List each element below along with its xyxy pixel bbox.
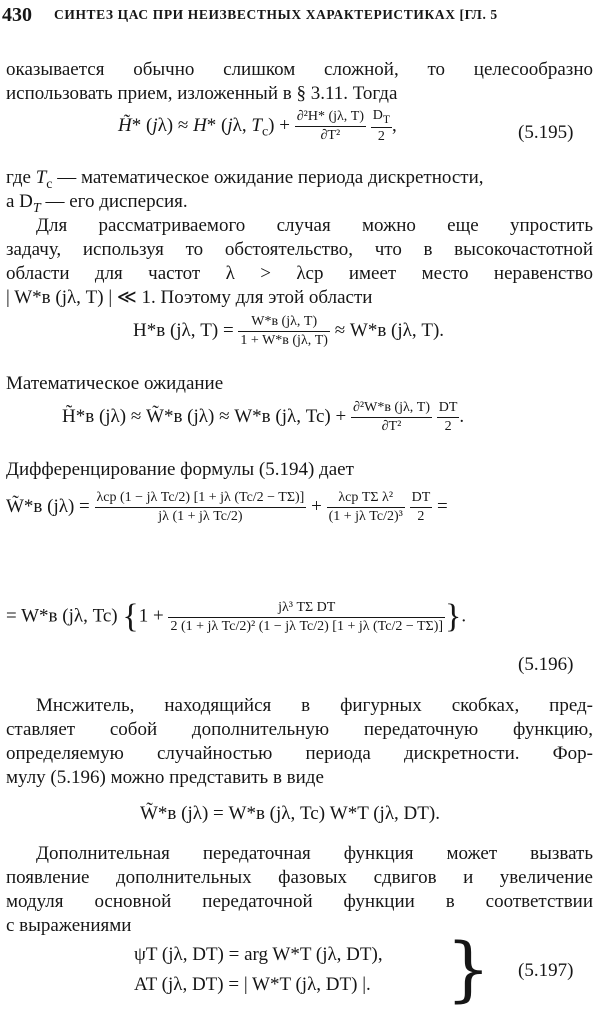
equation-5-196-line2: = W*в (jλ, Tc) {1 + $\frac{\text{jλ³ TΣ DT}}{\text{2 (1 + jλ Tc/2)² (1 − jλ Tc/2) [1 + jλ (Tc/2 − TΣ)]}}$ }. bbox=[6, 598, 467, 635]
equation-number-5-197: (5.197) bbox=[518, 960, 574, 981]
p4-line1: Математическое ожидание bbox=[6, 373, 224, 394]
equation-5-195: H̃* (jλ) ≈ H* (jλ, $T_c$) + $\frac{\text{∂²H* (jλ, T)}}{\text{∂T²}}$ $\frac{D_T}{2}$ , bbox=[118, 108, 397, 144]
p7-line3: модуля основной передаточной функции в соответствии bbox=[6, 891, 593, 912]
left-curly-brace: { bbox=[122, 598, 139, 635]
p3-line3: области для частот λ > λср имеет место неравенство bbox=[6, 263, 593, 284]
equation-number-5-195: (5.195) bbox=[518, 122, 574, 143]
p6-line2: ставляет собой дополнительную передаточную функцию, bbox=[6, 719, 593, 740]
p6-line4: мулу (5.196) можно представить в виде bbox=[6, 767, 324, 788]
eq-h-star-fraction: $\frac{W*в (j\lambda, T)}{1 + W*в (j\lambda, T)}$ bbox=[240, 314, 328, 348]
p5-line1: Дифференцирование формулы (5.194) дает bbox=[6, 459, 354, 480]
p6-line3: определяемую случайностью периода дискретности. Фор- bbox=[6, 743, 593, 764]
equation-number-5-196: (5.196) bbox=[518, 654, 574, 675]
eq196-fraction3: $\frac{DT}{2}$ bbox=[411, 490, 431, 524]
equation-5-197-line1: ψT (jλ, DT) = arg W*T (jλ, DT), bbox=[134, 944, 383, 965]
page-header bbox=[2, 4, 598, 26]
equation-h-star: H*в (jλ, T) = $\frac{W*в (j\lambda, T)}{1 + W*в (j\lambda, T)}$ ≈ W*в (jλ, T). bbox=[133, 314, 445, 348]
eq195-dispersion-fraction: $\frac{D_T}{2}$ bbox=[372, 108, 390, 144]
p1-line2: использовать прием, изложенный в § 3.11. Тогда bbox=[6, 83, 398, 104]
eq-h-tilde-fraction: $\frac{\text{∂²W*в (jλ, T)}}{\text{∂T²}}$ bbox=[352, 400, 430, 434]
p1-line1: оказывается обычно слишком сложной, то целесообразно bbox=[6, 59, 593, 80]
p7-line4: с выражениями bbox=[6, 915, 132, 936]
eq196-fraction4: $\frac{\text{jλ³ TΣ DT}}{\text{2 (1 + jλ Tc/2)² (1 − jλ Tc/2) [1 + jλ (Tc/2 − TΣ)]}}$ bbox=[170, 599, 444, 634]
right-curly-brace: } bbox=[445, 598, 462, 635]
eq195-fraction: $\frac{\text{∂²H* (jλ, T)}}{\text{∂T²}}$ bbox=[296, 108, 364, 143]
eq196-fraction1: $\frac{\text{λср (1 − jλ Tc/2) [1 + jλ (Tc/2 − TΣ)]}}{\text{jλ (1 + jλ Tc/2)}}$ bbox=[96, 490, 305, 524]
p7-line1: Дополнительная передаточная функция может вызвать bbox=[36, 843, 593, 864]
p7-line2: появление дополнительных фазовых сдвигов и увеличение bbox=[6, 867, 593, 888]
eq196-fraction2: $\frac{\text{λср TΣ λ²}}{\text{(1 + jλ Tc/2)³}}$ bbox=[328, 490, 403, 524]
page-number: 430 bbox=[2, 4, 32, 26]
p3-line4: | W*в (jλ, T) | ≪ 1. Поэтому для этой области bbox=[6, 287, 373, 308]
p2-line2: а $D_T$ — его дисперсия. bbox=[6, 191, 188, 216]
p3-line2: задачу, используя то обстоятельство, что в высокочастотной bbox=[6, 239, 593, 260]
p6-line1: Мнсжитель, находящийся в фигурных скобках, пред- bbox=[36, 695, 593, 716]
p2-line1: где $T_c$ — математическое ожидание периода дискретности, bbox=[6, 167, 484, 192]
eq-h-tilde-dispersion: $\frac{DT}{2}$ bbox=[438, 400, 458, 434]
running-title: СИНТЕЗ ЦАС ПРИ НЕИЗВЕСТНЫХ ХАРАКТЕРИСТИКАХ [ГЛ. 5 bbox=[54, 7, 498, 22]
equation-5-197-line2: AT (jλ, DT) = | W*T (jλ, DT) |. bbox=[134, 974, 371, 995]
equation-5-196-line1: W̃*в (jλ) = $\frac{\text{λср (1 − jλ Tc/2) [1 + jλ (Tc/2 − TΣ)]}}{\text{jλ (1 + jλ Tc/2)}}$ + $\frac{\text{λср TΣ λ²}}{\text{(1 + jλ Tc/2)³}}$ $\frac{DT}{2}$ = bbox=[6, 490, 448, 524]
equation-h-tilde: H̃*в (jλ) ≈ W̃*в (jλ) ≈ W*в (jλ, Tc) + $\frac{\text{∂²W*в (jλ, T)}}{\text{∂T²}}$ $\frac{DT}{2}$ . bbox=[62, 400, 465, 434]
equation-product: W̃*в (jλ) = W*в (jλ, Tc) W*T (jλ, DT). bbox=[140, 803, 440, 824]
right-system-brace: } bbox=[446, 928, 491, 1010]
p3-line1: Для рассматриваемого случая можно еще упростить bbox=[36, 215, 593, 236]
